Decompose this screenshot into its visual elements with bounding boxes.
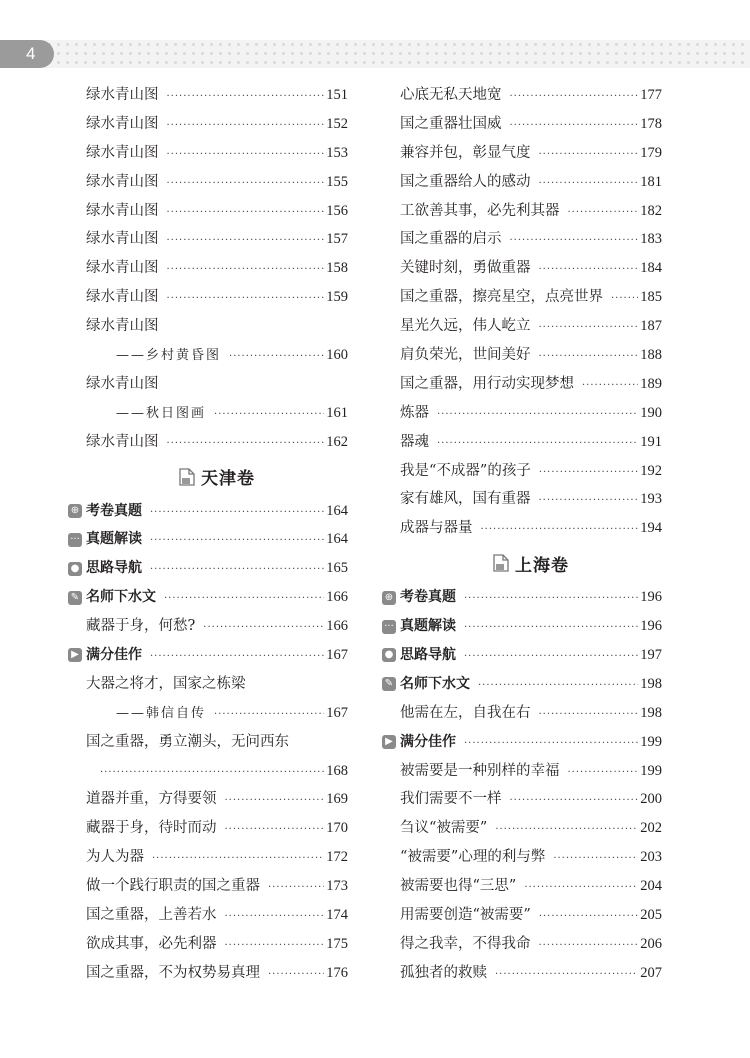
toc-entry[interactable] [400,959,662,988]
toc-leader-dots [560,759,639,788]
toc-entry[interactable] [400,168,662,197]
toc-leader-dots [159,141,325,170]
toc-page-number: 196 [640,618,662,635]
toc-entry[interactable] [400,814,662,843]
toc-leader-dots [456,585,638,614]
toc-leader-dots [502,227,639,256]
volume-heading-shanghai [400,543,662,583]
toc-page-number: 185 [640,289,662,306]
toc-entry-title: 家有雄风，国有重器 [400,491,531,508]
toc-section-entry[interactable] [382,728,662,757]
toc-entry[interactable] [86,81,348,110]
toc-entry[interactable] [86,959,348,988]
toc-entry-title: 国之重器给人的感动 [400,173,531,190]
toc-entry-title: 国之重器，擦亮星空，点亮世界 [400,289,603,306]
toc-left-column [70,81,348,988]
toc-leader-dots [429,401,638,430]
toc-leader-dots [531,487,639,516]
toc-entry-title: ——秋日图画 [116,405,207,421]
toc-section-entry[interactable] [68,583,348,612]
toc-entry-title: 国之重器，用行动实现梦想 [400,375,574,392]
toc-leader-dots [260,874,324,903]
toc-leader-dots [502,112,639,141]
toc-entry[interactable] [86,872,348,901]
toc-entry-title: 他需在左，自我在右 [400,704,531,721]
toc-section-entry[interactable] [382,670,662,699]
toc-page-number: 179 [640,144,662,161]
toc-entry-title: 绿水青山图 [86,231,159,248]
header-band [0,40,750,68]
pen-icon: ✎ [382,677,396,691]
toc-page-number: 199 [640,733,662,750]
toc-entry[interactable] [86,139,348,168]
toc-page-number: 151 [326,87,348,103]
toc-entry-title: 被需要也得“三思” [400,878,517,895]
toc-leader-dots [603,285,638,314]
toc-right-column [384,81,662,988]
toc-entry-title: ——韩信自传 [116,705,207,721]
toc-entry-title: 绿水青山图 [86,202,159,219]
toc-entry[interactable] [86,225,348,254]
toc-leader-dots [92,759,324,788]
toc-leader-dots [531,903,638,932]
toc-entry-title: 绿水青山图 [86,87,159,103]
toc-page-number: 198 [640,704,662,721]
toc-page-number: 202 [640,820,662,837]
toc-entry-title: 绿水青山图 [86,115,159,132]
toc-entry[interactable] [400,872,662,901]
toc-leader-dots [531,141,639,170]
toc-entry[interactable] [400,370,662,399]
toc-leader-dots [456,614,638,643]
toc-entry-title: 肩负荣光，世间美好 [400,347,531,364]
toc-entry-title: 国之重器，不为权势易真理 [86,964,260,981]
toc-entry-title: 藏器于身，待时而动 [86,820,217,837]
toc-entry[interactable] [400,457,662,486]
toc-leader-dots [159,112,325,141]
toc-entry[interactable] [86,612,348,641]
toc-page-number: 165 [326,560,348,577]
toc-leader-dots [142,643,324,672]
toc-entry-title: 国之重器，上善若水 [86,907,217,924]
toc-entry[interactable] [86,312,348,341]
toc-entry[interactable] [86,370,348,399]
toc-leader-dots [217,932,325,961]
toc-page-number: 155 [326,173,348,190]
toc-entry-title: 心底无私天地宽 [400,87,502,103]
toc-page-number: 167 [326,704,348,721]
toc-entry-title: 工欲善其事，必先利其器 [400,202,560,219]
toc-entry[interactable] [400,699,662,728]
toc-entry-title: 思路导航 [86,560,142,577]
toc-leader-dots [531,701,639,730]
toc-page-number: 162 [326,433,348,450]
toc-page-number: 170 [326,820,348,837]
toc-leader-dots [473,516,639,545]
toc-entry-title: 成器与器量 [400,520,473,537]
toc-page-number: 153 [326,144,348,161]
toc-leader-dots [159,199,325,228]
toc-leader-dots [156,585,324,614]
toc-entry-title: 绿水青山图 [86,144,159,161]
toc-entry[interactable] [400,312,662,341]
toc-entry-title: 得之我幸，不得我命 [400,935,531,952]
toc-leader-dots [456,730,638,759]
toc-entry-title: 满分佳作 [400,733,456,750]
toc-leader-dots [545,845,638,874]
toc-entry[interactable] [400,225,662,254]
toc-page-number: 183 [640,231,662,248]
page-number: 4 [26,44,36,63]
toc-page-number: 207 [640,964,662,981]
toc-page-number: 164 [326,502,348,519]
toc-entry[interactable] [400,110,662,139]
toc-entry[interactable] [400,901,662,930]
toc-entry[interactable] [400,139,662,168]
toc-leader-dots [142,499,324,528]
exam-icon: ⊕ [382,591,396,605]
toc-entry-title: 考卷真题 [86,502,142,519]
toc-page-number: 167 [326,647,348,664]
volume-title: 上海卷 [515,555,569,576]
toc-page-number: 205 [640,907,662,924]
toc-page-number: 177 [640,87,662,103]
toc-entry-title: 我是“不成器”的孩子 [400,462,531,479]
toc-leader-dots [429,430,638,459]
toc-page-number: 184 [640,260,662,277]
toc-entry-title: 星光久远，伟人屹立 [400,318,531,335]
toc-page-number: 192 [640,462,662,479]
toc-entry-title: 名师下水文 [86,589,156,606]
toc-page-number: 181 [640,173,662,190]
toc-leader-dots [502,787,639,816]
toc-entry-title: 被需要是一种别样的幸福 [400,762,560,779]
toc-page-number: 196 [640,589,662,606]
toc-leader-dots [142,527,324,556]
toc-page-number: 169 [326,791,348,808]
page-number-tab [0,40,54,68]
toc-entry[interactable] [86,168,348,197]
toc-leader-dots [206,401,324,430]
toc-page-number: 188 [640,347,662,364]
toc-page-number: 199 [640,762,662,779]
toc-leader-dots [159,285,325,314]
toc-page-number: 193 [640,491,662,508]
toc-leader-dots [217,903,325,932]
toc-entry[interactable] [86,283,348,312]
document-icon [493,554,509,572]
toc-leader-dots [195,614,324,643]
toc-entry[interactable] [400,514,662,543]
toc-entry[interactable] [86,814,348,843]
toc-leader-dots [217,787,325,816]
toc-entry[interactable] [86,728,348,757]
toc-page-number: 204 [640,878,662,895]
toc-page-number: 175 [326,935,348,952]
toc-page-number: 173 [326,878,348,895]
toc-leader-dots [560,199,639,228]
toc-entry-title: 器魂 [400,433,429,450]
toc-page-number: 172 [326,849,348,866]
toc-entry-title: 绿水青山图 [86,318,159,335]
toc-leader-dots [516,874,638,903]
toc-page-number: 190 [640,404,662,421]
location-pin-icon: ● [382,648,396,662]
toc-leader-dots [487,816,638,845]
toc-page-number: 178 [640,115,662,132]
toc-page-number: 160 [326,347,348,364]
toc-page-number: 152 [326,115,348,132]
toc-entry-title: 真题解读 [86,531,142,548]
toc-page-number: 197 [640,647,662,664]
document-icon [179,468,195,486]
toc-leader-dots [260,961,324,990]
toc-page-number: 157 [326,231,348,248]
toc-page-number: 166 [326,618,348,635]
toc-entry-title: 思路导航 [400,647,456,664]
toc-leader-dots [159,227,325,256]
toc-page-number: 200 [640,791,662,808]
toc-entry[interactable] [400,341,662,370]
toc-entry[interactable] [86,901,348,930]
toc-page-number: 182 [640,202,662,219]
dots-icon: ··· [382,620,396,634]
toc-entry[interactable] [86,930,348,959]
toc-entry-title: 做一个践行职责的国之重器 [86,878,260,895]
toc-entry[interactable] [86,399,348,428]
toc-entry-title: “被需要”心理的利与弊 [400,849,546,866]
toc-section-entry[interactable] [68,641,348,670]
toc-entry-title: 真题解读 [400,618,456,635]
toc-entry-title: 用需要创造“被需要” [400,907,531,924]
toc-entry-title: 绿水青山图 [86,375,159,392]
toc-entry[interactable] [86,254,348,283]
toc-entry[interactable] [86,428,348,457]
toc-leader-dots [574,372,638,401]
volume-heading-tianjin [86,457,348,497]
toc-entry[interactable] [400,399,662,428]
play-icon: ▶ [68,648,82,662]
toc-entry[interactable] [86,670,348,699]
location-pin-icon: ● [68,562,82,576]
toc-page-number: 156 [326,202,348,219]
toc-page-number: 198 [640,675,662,692]
toc-section-entry[interactable] [382,641,662,670]
toc-entry[interactable] [400,254,662,283]
toc-entry-title: 我们需要不一样 [400,791,502,808]
toc-page-number: 168 [326,762,348,779]
toc-entry-title: 大器之将才，国家之栋梁 [86,675,246,692]
toc-page-number: 187 [640,318,662,335]
toc-entry[interactable] [400,757,662,786]
toc-page-number: 176 [326,964,348,981]
volume-title: 天津卷 [201,469,255,490]
toc-leader-dots [144,845,324,874]
toc-entry-title: 关键时刻，勇做重器 [400,260,531,277]
toc-entry-title: 满分佳作 [86,647,142,664]
toc-page-number: 166 [326,589,348,606]
toc-entry-title: 欲成其事，必先利器 [86,935,217,952]
toc-page-number: 194 [640,520,662,537]
toc-entry-title: 为人为器 [86,849,144,866]
pen-icon: ✎ [68,591,82,605]
toc-section-entry[interactable] [68,554,348,583]
toc-leader-dots [487,961,638,990]
toc-entry[interactable] [86,699,348,728]
toc-page-number: 203 [640,849,662,866]
toc-leader-dots [159,256,325,285]
toc-page-number: 174 [326,907,348,924]
toc-leader-dots [159,430,325,459]
toc-leader-dots [142,556,324,585]
toc-leader-dots [221,343,324,372]
toc-entry-title: 兼容并包，彰显气度 [400,144,531,161]
toc-leader-dots [206,701,324,730]
toc-entry-title: 藏器于身，何愁? [86,618,196,635]
toc-entry-title: 考卷真题 [400,589,456,606]
toc-entry-title: ——乡村黄昏图 [116,348,222,364]
toc-leader-dots [531,932,639,961]
toc-leader-dots [531,170,639,199]
toc-page-number: 158 [326,260,348,277]
toc-entry[interactable] [86,197,348,226]
toc-entry-title: 绿水青山图 [86,173,159,190]
toc-entry-title: 国之重器的启示 [400,231,502,248]
toc-leader-dots [531,314,639,343]
toc-entry[interactable] [400,785,662,814]
toc-leader-dots [456,643,638,672]
toc-page-number: 161 [326,404,348,421]
toc-leader-dots [159,83,325,112]
toc-entry[interactable] [400,197,662,226]
toc-entry-title: 绿水青山图 [86,433,159,450]
toc-entry[interactable] [86,757,348,786]
toc-section-entry[interactable] [68,525,348,554]
toc-page-number: 206 [640,935,662,952]
toc-entry[interactable] [400,428,662,457]
toc-entry-title: 孤独者的救赎 [400,964,487,981]
toc-section-entry[interactable] [382,612,662,641]
toc-entry[interactable] [400,283,662,312]
toc-leader-dots [531,459,638,488]
toc-leader-dots [531,256,639,285]
toc-entry[interactable] [400,843,662,872]
toc-entry-title: 国之重器，勇立潮头，无问西东 [86,733,289,750]
toc-entry[interactable] [400,485,662,514]
toc-leader-dots [159,170,325,199]
dots-icon: ··· [68,533,82,547]
toc-page-number: 189 [640,375,662,392]
toc-entry-title: 绿水青山图 [86,260,159,277]
toc-entry-title: 名师下水文 [400,675,470,692]
toc-page-number: 164 [326,531,348,548]
toc-section-entry[interactable] [68,497,348,526]
toc-section-entry[interactable] [382,583,662,612]
toc-entry-title: 刍议“被需要” [400,820,488,837]
toc-entry[interactable] [86,341,348,370]
toc-entry[interactable] [86,785,348,814]
toc-leader-dots [217,816,325,845]
toc-entry[interactable] [400,930,662,959]
toc-page-number: 191 [640,433,662,450]
toc-entry[interactable] [400,81,662,110]
toc-entry-title: 绿水青山图 [86,289,159,306]
exam-icon: ⊕ [68,504,82,518]
toc-leader-dots [531,343,639,372]
play-icon: ▶ [382,735,396,749]
toc-page-number: 159 [326,289,348,306]
toc-entry-title: 道器并重，方得要领 [86,791,217,808]
toc-leader-dots [470,672,638,701]
toc-leader-dots [502,83,639,112]
toc-entry[interactable] [86,843,348,872]
toc-entry[interactable] [86,110,348,139]
toc-entry-title: 炼器 [400,404,429,421]
toc-entry-title: 国之重器壮国威 [400,115,502,132]
